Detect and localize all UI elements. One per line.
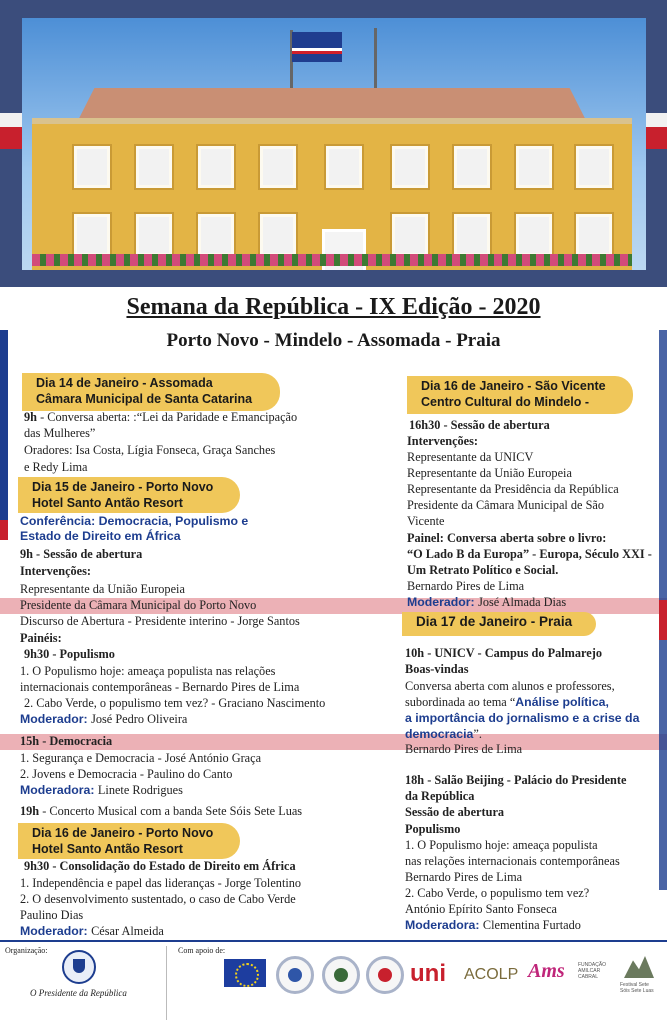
cape-verde-flag-icon bbox=[292, 32, 342, 62]
d17-moderator: Moderadora: Clementina Furtado bbox=[405, 918, 581, 932]
d17-pop-item-1b: nas relações internacionais contemporâneas bbox=[405, 854, 620, 868]
day-16-sao-vicente-pill: Dia 16 de Janeiro - São Vicente Centro Cultural do Mindelo - bbox=[407, 376, 633, 414]
day-17-pill: Dia 17 de Janeiro - Praia bbox=[402, 612, 596, 636]
page-title: Semana da República - IX Edição - 2020 bbox=[126, 294, 541, 320]
democracia-heading: 15h - Democracia bbox=[20, 734, 113, 748]
d16sv-interventions-label: Intervenções: bbox=[407, 434, 479, 448]
d16pn-moderator: Moderador: César Almeida bbox=[20, 924, 164, 938]
sponsor-seal-2-icon bbox=[322, 956, 360, 994]
day-14-pill: Dia 14 de Janeiro - Assomada Câmara Municipal de Santa Catarina bbox=[22, 373, 280, 411]
d17-text-1: Conversa aberta com alunos e professores, bbox=[405, 679, 615, 693]
acolp-logo: ACOLP bbox=[464, 966, 519, 983]
d15-opening: 9h - Sessão de abertura bbox=[20, 547, 143, 561]
festival-sete-sois-icon bbox=[624, 956, 654, 978]
d17-unicv-heading: 10h - UNICV - Campus do Palmarejo bbox=[405, 646, 602, 660]
d17-pop-item-1c: Bernardo Pires de Lima bbox=[405, 870, 523, 884]
hero-photo-frame bbox=[0, 0, 667, 287]
d17-pop-item-1: 1. O Populismo hoje: ameaça populista bbox=[405, 838, 598, 852]
populismo-item-1b: internacionais contemporâneas - Bernardo Pires de Lima bbox=[20, 680, 300, 694]
d16sv-intervention-4: Presidente da Câmara Municipal de São bbox=[407, 498, 605, 512]
populismo-moderator: Moderador: José Pedro Oliveira bbox=[20, 712, 188, 726]
d16pn-item-2: 2. O desenvolvimento sustentado, o caso de Cabo Verde bbox=[20, 892, 296, 906]
sponsor-seal-1-icon bbox=[276, 956, 314, 994]
democracia-item-1: 1. Segurança e Democracia - José António Graça bbox=[20, 751, 262, 765]
d17-speaker: Bernardo Pires de Lima bbox=[405, 742, 523, 756]
d17-text-4: democracia”. bbox=[405, 727, 482, 741]
d14-line3: Oradores: Isa Costa, Lígia Fonseca, Graça Sanches bbox=[24, 443, 276, 457]
presidency-emblem-icon bbox=[62, 950, 96, 984]
d16sv-intervention-2: Representante da União Europeia bbox=[407, 466, 572, 480]
d17-beijing-heading-2: da República bbox=[405, 789, 475, 803]
d16pn-heading: 9h30 - Consolidação do Estado de Direito em África bbox=[24, 859, 296, 873]
d16pn-item-2b: Paulino Dias bbox=[20, 908, 84, 922]
d17-pop-item-2b: António Epírito Santo Fonseca bbox=[405, 902, 557, 916]
unicv-logo: uni bbox=[410, 960, 446, 987]
d16sv-intervention-3: Representante da Presidência da República bbox=[407, 482, 619, 496]
organization-label: Organização: bbox=[5, 946, 48, 955]
d17-text-3: a importância do jornalismo e a crise da bbox=[405, 711, 640, 725]
ams-logo: Ams bbox=[528, 960, 565, 982]
organization-name: O Presidente da República bbox=[30, 988, 127, 998]
d17-welcome: Boas-vindas bbox=[405, 662, 469, 676]
populismo-item-2: 2. Cabo Verde, o populismo tem vez? - Graciano Nascimento bbox=[24, 696, 326, 710]
presidential-palace-photo bbox=[22, 18, 646, 270]
page-subtitle: Porto Novo - Mindelo - Assomada - Praia bbox=[166, 330, 501, 351]
palace-building bbox=[32, 118, 632, 270]
day-15-pill: Dia 15 de Janeiro - Porto Novo Hotel Santo Antão Resort bbox=[18, 477, 240, 513]
d15-intervention-2: Presidente da Câmara Municipal do Porto Novo bbox=[20, 598, 257, 612]
d16sv-intervention-4b: Vicente bbox=[407, 514, 445, 528]
d16pn-item-1: 1. Independência e papel das lideranças - Jorge Tolentino bbox=[20, 876, 302, 890]
d16sv-speaker: Bernardo Pires de Lima bbox=[407, 579, 525, 593]
sponsors-footer bbox=[0, 940, 667, 1026]
populismo-heading: 9h30 - Populismo bbox=[24, 647, 115, 661]
democracia-moderator: Moderadora: Linete Rodrigues bbox=[20, 783, 183, 797]
d16sv-moderator: Moderador: José Almada Dias bbox=[407, 595, 567, 609]
day-16-porto-novo-pill: Dia 16 de Janeiro - Porto Novo Hotel Santo Antão Resort bbox=[18, 823, 240, 859]
d16sv-panel-line1: Painel: Conversa aberta sobre o livro: bbox=[407, 531, 607, 545]
d16sv-panel-line3: Um Retrato Político e Social. bbox=[407, 563, 559, 577]
democracia-item-2: 2. Jovens e Democracia - Paulino do Canto bbox=[20, 767, 233, 781]
conference-line1: Conferência: Democracia, Populismo e bbox=[20, 514, 249, 528]
festival-sete-sois-label: Festival Sete Sóis Sete Luas bbox=[620, 982, 654, 994]
sponsor-seal-3-icon bbox=[366, 956, 404, 994]
d17-opening: Sessão de abertura bbox=[405, 805, 505, 819]
concert-line: 19h - Concerto Musical com a banda Sete Sóis Sete Luas bbox=[20, 804, 303, 818]
d15-intervention-3: Discurso de Abertura - Presidente interino - Jorge Santos bbox=[20, 614, 300, 628]
d14-line1: 9h - Conversa aberta: :“Lei da Paridade e Emancipação bbox=[24, 410, 298, 424]
d17-populismo: Populismo bbox=[405, 822, 461, 836]
eu-flag-icon bbox=[224, 959, 266, 987]
d15-interventions-label: Intervenções: bbox=[20, 564, 92, 578]
populismo-item-1: 1. O Populismo hoje: ameaça populista nas relações bbox=[20, 664, 276, 678]
d17-pop-item-2: 2. Cabo Verde, o populismo tem vez? bbox=[405, 886, 590, 900]
d16sv-opening: 16h30 - Sessão de abertura bbox=[409, 418, 550, 432]
d14-line2: das Mulheres” bbox=[24, 426, 96, 440]
d16sv-intervention-1: Representante da UNICV bbox=[407, 450, 534, 464]
fundacao-amilcar-cabral-logo: FUNDAÇÃO AMILCAR CABRAL bbox=[578, 962, 607, 980]
conference-line2: Estado de Direito em África bbox=[20, 529, 181, 543]
support-label: Com apoio de: bbox=[178, 946, 226, 955]
panels-label: Painéis: bbox=[20, 631, 62, 645]
d14-line4: e Redy Lima bbox=[24, 460, 88, 474]
d17-text-2: subordinada ao tema “Análise política, bbox=[405, 695, 609, 709]
d16sv-panel-line2: “O Lado B da Europa” - Europa, Século XXI - bbox=[407, 547, 652, 561]
d17-beijing-heading: 18h - Salão Beijing - Palácio do Presidente bbox=[405, 773, 627, 787]
d15-intervention-1: Representante da União Europeia bbox=[20, 582, 185, 596]
